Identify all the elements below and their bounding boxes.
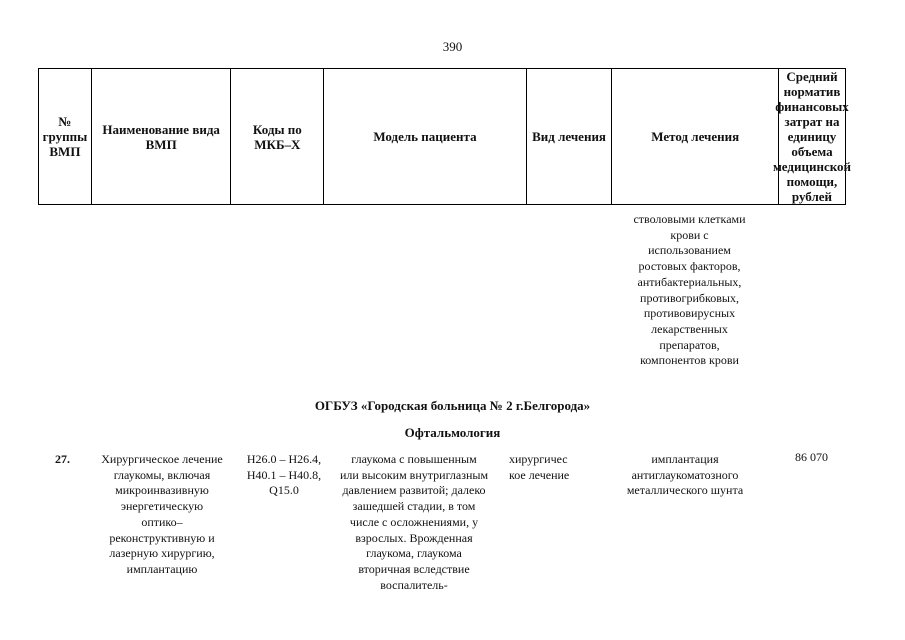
model-line: глаукома, глаукома bbox=[366, 546, 462, 561]
model-line: давлением развитой; далеко bbox=[342, 483, 486, 498]
header-patient-model: Модель пациента bbox=[324, 69, 526, 204]
header-treatment-method: Метод лечения bbox=[612, 69, 779, 204]
continuation-line: крови с bbox=[670, 227, 709, 242]
method-line: антиглаукоматозного bbox=[631, 467, 739, 482]
codes-line: Q15.0 bbox=[269, 483, 299, 498]
type-line: кое лечение bbox=[509, 467, 570, 482]
header-average-cost: Средний норматив финансовых затрат на единицу объема медицинской помощи, рублей bbox=[772, 69, 852, 204]
section-title: Офтальмология bbox=[404, 425, 501, 440]
continuation-line: препаратов, bbox=[659, 337, 720, 352]
model-line: взрослых. Врожденная bbox=[355, 530, 473, 545]
continuation-line: лекарственных bbox=[651, 321, 728, 336]
name-line: микроинвазивную bbox=[115, 483, 209, 498]
model-line: или высоким внутриглазным bbox=[339, 467, 489, 482]
continuation-line: компонентов крови bbox=[640, 353, 739, 368]
model-line: зашедшей стадии, в том bbox=[352, 499, 476, 514]
name-line: лазерную хирургию, bbox=[109, 546, 215, 561]
continuation-line: противовирусных bbox=[643, 306, 736, 321]
name-line: глаукомы, включая bbox=[113, 467, 211, 482]
continuation-line: использованием bbox=[648, 243, 731, 258]
header-icd-codes: Коды по МКБ–Х bbox=[231, 69, 324, 204]
header-group-number: № группы ВМП bbox=[39, 69, 92, 204]
row-icd-codes bbox=[240, 452, 328, 499]
name-line: оптико– bbox=[141, 514, 183, 529]
row-average-cost: 86 070 bbox=[795, 450, 828, 464]
model-line: вторичная вследствие bbox=[358, 561, 470, 576]
table-header bbox=[38, 68, 852, 205]
row-patient-model bbox=[336, 452, 492, 593]
continuation-line: стволовыми клетками bbox=[633, 212, 746, 226]
model-line: воспалитель- bbox=[380, 577, 448, 592]
header-treatment-type: Вид лечения bbox=[527, 69, 613, 204]
type-line: хирургичес bbox=[509, 452, 568, 466]
model-line: глаукома с повышенным bbox=[351, 452, 477, 466]
page-number: 390 bbox=[442, 39, 463, 54]
name-line: энергетическую bbox=[120, 499, 204, 514]
row-treatment-type bbox=[509, 452, 579, 483]
name-line: Хирургическое лечение bbox=[101, 452, 223, 466]
continuation-line: антибактериальных, bbox=[637, 274, 742, 289]
row-group-number: 27. bbox=[55, 452, 70, 466]
continuation-line: ростовых факторов, bbox=[638, 259, 741, 274]
model-line: числе с осложнениями, у bbox=[349, 514, 479, 529]
row-treatment-method bbox=[590, 452, 780, 499]
method-continuation bbox=[577, 212, 802, 369]
method-line: металлического шунта bbox=[626, 483, 744, 498]
codes-line: H40.1 – H40.8, bbox=[246, 467, 322, 482]
facility-title: ОГБУЗ «Городская больница № 2 г.Белгорода» bbox=[314, 398, 591, 413]
name-line: имплантацию bbox=[126, 561, 198, 576]
header-vmp-name: Наименование вида ВМП bbox=[92, 69, 232, 204]
name-line: реконструктивную и bbox=[109, 530, 215, 545]
continuation-line: противогрибковых, bbox=[640, 290, 739, 305]
row-vmp-name bbox=[92, 452, 232, 578]
codes-line: H26.0 – H26.4, bbox=[246, 452, 322, 466]
method-line: имплантация bbox=[651, 452, 719, 466]
